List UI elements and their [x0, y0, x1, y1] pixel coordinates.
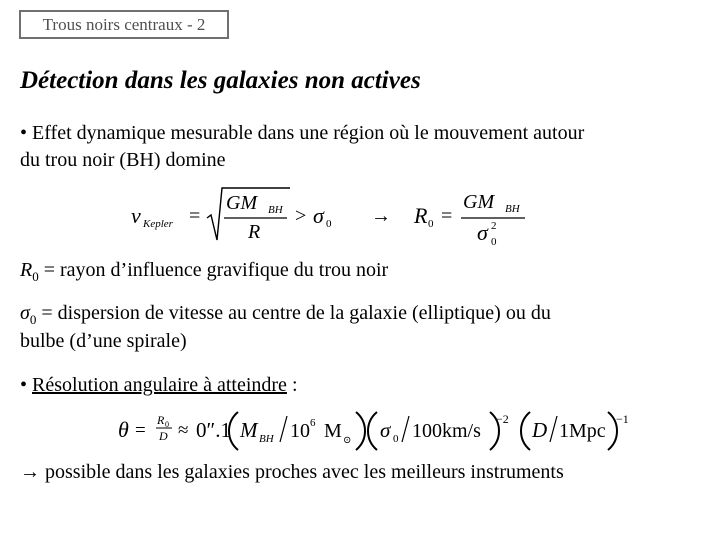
slash-3 — [550, 416, 557, 442]
angular-resolution-formula — [112, 404, 652, 454]
mass-unit-base: 10 — [290, 420, 310, 442]
velocity-subscript: Kepler — [143, 218, 173, 230]
sigma-subscript: 0 — [326, 218, 332, 230]
velocity-symbol: v — [131, 203, 141, 228]
equals-sign-3: = — [135, 420, 146, 441]
equals-sign-2: = — [441, 205, 453, 227]
r0-definition-text: = rayon d’influence gravifique du trou noir — [38, 259, 389, 281]
bullet-dynamic-effect — [20, 120, 584, 147]
approx-sign: ≈ — [178, 420, 189, 441]
slash-2 — [402, 416, 409, 442]
fraction2-denominator-superscript: 2 — [491, 220, 497, 232]
velocity-unit: 100km/s — [412, 420, 481, 442]
fraction-denominator: R — [248, 221, 261, 243]
sigma0-definition-text: = dispersion de vitesse au centre de la galaxie (elliptique) ou du — [36, 302, 551, 324]
solar-mass-subscript: ⊙ — [343, 435, 352, 446]
distance-unit: 1Mpc — [559, 420, 606, 442]
distance-exponent: −1 — [616, 412, 629, 426]
r0-symbol: R — [20, 259, 33, 281]
left-paren-3 — [521, 412, 530, 450]
definition-sigma0-line2: bulbe (d’une spirale) — [20, 330, 187, 352]
equals-sign: = — [189, 205, 201, 227]
sigma-subscript-2: 0 — [393, 433, 399, 445]
mass-subscript: BH — [259, 433, 274, 445]
right-paren-1 — [356, 412, 365, 450]
fraction2-numerator-subscript: BH — [505, 203, 520, 215]
radius-symbol: R — [414, 203, 428, 228]
bullet-angular-resolution — [20, 372, 298, 399]
ratio-denominator: D — [159, 429, 168, 443]
slash-1 — [280, 416, 287, 442]
sigma0-symbol: σ — [20, 302, 30, 324]
conclusion-line: → possible dans les galaxies proches avec les meilleurs instruments — [20, 461, 564, 483]
numerator-subscript: BH — [268, 204, 283, 216]
sigma-symbol-2: σ — [380, 418, 391, 442]
angular-resolution-label: Résolution angulaire à atteindre — [32, 374, 287, 396]
angular-resolution-colon: : — [286, 374, 298, 396]
left-paren-2 — [368, 412, 377, 450]
implies-arrow: → — [371, 205, 391, 227]
ratio-numerator-subscript: 0 — [165, 420, 169, 429]
bullet-text-line1: Effet dynamique mesurable dans une région où le mouvement autour — [32, 122, 585, 144]
bullet-marker: • — [20, 122, 28, 144]
distance-symbol: D — [532, 418, 548, 442]
fraction2-denominator-subscript: 0 — [491, 236, 497, 248]
mass-unit-exponent: 6 — [310, 417, 316, 429]
angle-value: 0″.1 — [196, 418, 231, 442]
fraction2-numerator: GM — [463, 191, 495, 213]
r0-subscript: 0 — [32, 269, 39, 284]
theta-symbol: θ — [118, 417, 129, 442]
definition-r0 — [20, 257, 388, 290]
kepler-velocity-formula — [125, 180, 545, 250]
slide-header-label: Trous noirs centraux - 2 — [19, 10, 229, 39]
solar-mass-symbol: M — [324, 420, 342, 442]
ratio-numerator: R — [157, 413, 165, 427]
velocity-exponent: −2 — [496, 412, 509, 426]
sigma-symbol: σ — [313, 203, 324, 228]
fraction-numerator: GM — [226, 192, 258, 214]
sigma0-subscript: 0 — [29, 312, 37, 327]
fraction2-denominator: σ — [477, 220, 488, 245]
page-title: Détection dans les galaxies non actives — [20, 67, 421, 94]
greater-than-sign: > — [295, 205, 307, 227]
bullet-marker-2: • — [20, 374, 28, 396]
bullet-dynamic-effect-line2: du trou noir (BH) domine — [20, 149, 226, 171]
radius-subscript: 0 — [428, 218, 434, 230]
mass-symbol: M — [240, 418, 258, 442]
